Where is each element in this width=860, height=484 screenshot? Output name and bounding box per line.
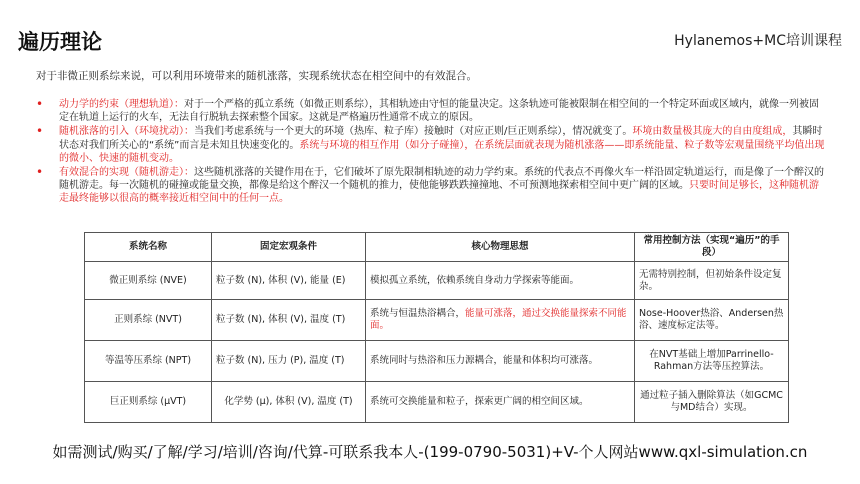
cell-conditions: 粒子数 (N), 压力 (P), 温度 (T) — [212, 341, 366, 382]
bullet-dynamics-constraint — [36, 98, 826, 124]
idea-highlight: 能量可涨落，通过交换能量探索不同能面。 — [370, 308, 627, 331]
cell-idea — [366, 341, 635, 382]
table-header-row — [85, 233, 789, 262]
bullet-text: 这些随机涨落的关键作用在于，它们破坏了原先限制相轨迹的动力学约束。系统的代表点不再像火车一样沿固定轨道运行，而是像了一个醉汉的随机游走。每一次随机的碰撞或能量交换，都像是给这个醉汉一个随机的推力，使他能够跌跌撞撞地、不可预测地探索相空间中更广阔的区域。 — [59, 167, 824, 192]
idea-text: 系统同时与热浴和压力源耦合，能量和体积均可涨落。 — [370, 355, 599, 366]
bullet-list — [36, 98, 826, 207]
table-row — [85, 382, 789, 423]
cell-idea — [366, 300, 635, 341]
ensemble-table — [84, 232, 789, 423]
column-header-idea: 核心物理思想 — [366, 233, 635, 262]
bullet-text: 当我们考虑系统与一个更大的环境（热库、粒子库）接触时（对应正则/巨正则系综），情况就变了。 — [194, 126, 633, 138]
bullet-effective-mixing — [36, 166, 826, 206]
cell-conditions: 化学势 (μ), 体积 (V), 温度 (T) — [212, 382, 366, 423]
cell-name: 微正则系综 (NVE) — [85, 262, 212, 300]
cell-idea — [366, 262, 635, 300]
bullet-text: 对于一个严格的孤立系统（如微正则系综），其相轨迹由守恒的能量决定。这条轨迹可能被限制在相空间的一个特定环面或区域内，就像一列被固定在轨道上运行的火车，无法自行脱轨去探索整个国家。这就是严格遍历性通常不成立的原因。 — [59, 99, 819, 124]
bullet-random-fluctuation — [36, 125, 826, 165]
bullet-highlight: 环境由数量极其庞大的自由度组成， — [632, 126, 793, 138]
cell-method: 无需特别控制，但初始条件设定复杂。 — [635, 262, 789, 300]
cell-name: 正则系综 (NVT) — [85, 300, 212, 341]
cell-conditions: 粒子数 (N), 体积 (V), 温度 (T) — [212, 300, 366, 341]
cell-name: 巨正则系综 (μVT) — [85, 382, 212, 423]
column-header-method: 常用控制方法（实现“遍历”的手段） — [635, 233, 789, 262]
cell-method: 通过粒子插入删除算法（如GCMC与MD结合）实现。 — [635, 382, 789, 423]
idea-text: 系统可交换能量和粒子，探索更广阔的相空间区域。 — [370, 396, 589, 407]
cell-name: 等温等压系综 (NPT) — [85, 341, 212, 382]
cell-idea — [366, 382, 635, 423]
bullet-heading: 动力学的约束（理想轨道）： — [59, 99, 184, 110]
page-title: 遍历理论 — [18, 30, 102, 54]
bullet-heading: 随机涨落的引入（环境扰动）： — [59, 126, 194, 138]
table-row — [85, 300, 789, 341]
table-row — [85, 262, 789, 300]
idea-text: 系统与恒温热浴耦合， — [370, 308, 466, 319]
course-brand: Hylanemos+MC培训课程 — [674, 33, 842, 49]
intro-paragraph: 对于非微正则系综来说，可以利用环境带来的随机涨落，实现系统状态在相空间中的有效混合。 — [36, 70, 477, 82]
table-row — [85, 341, 789, 382]
column-header-conditions: 固定宏观条件 — [212, 233, 366, 262]
idea-text: 模拟孤立系统，依赖系统自身动力学探索等能面。 — [370, 274, 580, 286]
column-header-name: 系统名称 — [85, 233, 212, 262]
cell-method: Nose-Hoover热浴、Andersen热浴、速度标定法等。 — [635, 300, 789, 341]
bullet-highlight: 系统与环境的相互作用（如分子碰撞），在系统层面就表现为随机涨落——即系统能量、粒子数等宏观量围绕平均值出现的微小、快速的随机变动。 — [59, 139, 825, 164]
cell-method: 在NVT基础上增加Parrinello-Rahman方法等压控算法。 — [635, 341, 789, 382]
bullet-text: 其瞬时状态对我们所关心的“系统”而言是未知且快速变化的。 — [59, 126, 823, 151]
bullet-highlight: 只要时间足够长，这种随机游走最终能够以很高的概率接近相空间中的任何一点。 — [59, 180, 819, 205]
cell-conditions: 粒子数 (N), 体积 (V), 能量 (E) — [212, 262, 366, 300]
bullet-heading: 有效混合的实现（随机游走）： — [59, 167, 194, 179]
contact-footer: 如需测试/购买/了解/学习/培训/咨询/代算-可联系我本人-(199-0790-5031)+V-个人网站www.qxl-simulation.cn — [52, 443, 808, 461]
